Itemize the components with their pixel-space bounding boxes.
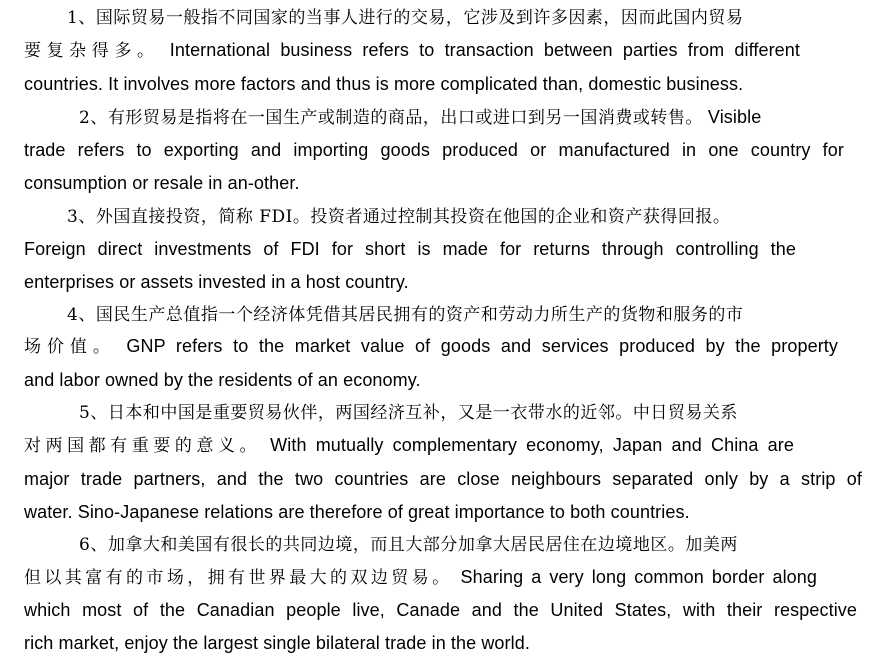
paragraph-1-line-2-cn: 要复杂得多。 [24,41,160,61]
paragraph-4-line-1 [67,298,798,331]
paragraph-5-line-1 [79,396,793,429]
paragraph-6-line-4 [24,627,862,660]
paragraph-4-line-2-en: GNP refers to the market value of goods and services produced by the property [115,336,839,356]
paragraph-2-line-1-en: Visible [702,107,762,127]
paragraph-4-line-2 [24,330,838,363]
paragraph-3-line-2-en: Foreign direct investments of FDI for short is made for returns through controlling the [24,239,796,259]
paragraph-6-line-1-cn: 6、加拿大和美国有很长的共同边境，而且大部分加拿大居民居住在边境地区。加美两 [79,535,738,555]
paragraph-1-line-1-cn: 1、国际贸易一般指不同国家的当事人进行的交易，它涉及到许多因素，因而此国内贸易 [67,8,744,28]
paragraph-5-line-1-cn: 5、日本和中国是重要贸易伙伴，两国经济互补，又是一衣带水的近邻。中日贸易关系 [79,403,738,423]
paragraph-6-line-3 [24,594,857,627]
paragraph-5-line-4 [24,496,862,529]
paragraph-2-line-3-en: consumption or resale in an-other. [24,173,300,193]
paragraph-2-line-3 [24,167,862,200]
paragraph-6-line-1 [79,528,795,561]
paragraph-6-line-2-cn: 但以其富有的市场，拥有世界最大的双边贸易。 [24,568,453,588]
paragraph-1-line-2 [24,34,800,67]
paragraph-5-line-2-en: With mutually complementary economy, Japan and China are [261,435,794,455]
paragraph-6-line-2 [24,561,817,594]
paragraph-4-line-3 [24,364,862,397]
paragraph-6-line-4-en: rich market, enjoy the largest single bilateral trade in the world. [24,633,530,653]
paragraph-2-line-1 [79,101,862,134]
paragraph-5-line-2-cn: 对两国都有重要的意义。 [24,436,262,456]
paragraph-5-line-2 [24,429,794,462]
paragraph-2-line-2 [24,134,844,167]
paragraph-5-line-4-en: water. Sino-Japanese relations are therefore of great importance to both countries. [24,502,690,522]
paragraph-5-line-3 [24,463,862,496]
paragraph-6-line-2-en: Sharing a very long common border along [452,567,817,587]
paragraph-1-line-1 [67,1,800,34]
paragraph-3-line-2 [24,233,796,266]
paragraph-3-line-1-cn: 3、外国直接投资，简称 FDI。投资者通过控制其投资在他国的企业和资产获得回报。 [67,207,731,227]
paragraph-1-line-2-en: International business refers to transaction between parties from different [159,40,800,60]
paragraph-1-line-3-en: countries. It involves more factors and thus is more complicated than, domestic business. [24,74,744,94]
paragraph-2-line-2-en: trade refers to exporting and importing goods produced or manufactured in one country for [24,140,844,160]
paragraph-4-line-2-cn: 场价值。 [24,337,116,357]
paragraph-3-line-3 [24,266,862,299]
paragraph-5-line-3-en: major trade partners, and the two countries are close neighbours separated only by a strip of [24,469,862,489]
paragraph-1-line-3 [24,68,862,101]
paragraph-4-line-3-en: and labor owned by the residents of an economy. [24,370,421,390]
paragraph-4-line-1-cn: 4、国民生产总值指一个经济体凭借其居民拥有的资产和劳动力所生产的货物和服务的市 [67,305,744,325]
paragraph-6-line-3-en: which most of the Canadian people live, Canade and the United States, with their respective [24,600,857,620]
paragraph-3-line-3-en: enterprises or assets invested in a host country. [24,272,409,292]
paragraph-2-line-1-cn: 2、有形贸易是指将在一国生产或制造的商品，出口或进口到另一国消费或转售。 [79,108,703,128]
paragraph-3-line-1 [67,200,862,233]
